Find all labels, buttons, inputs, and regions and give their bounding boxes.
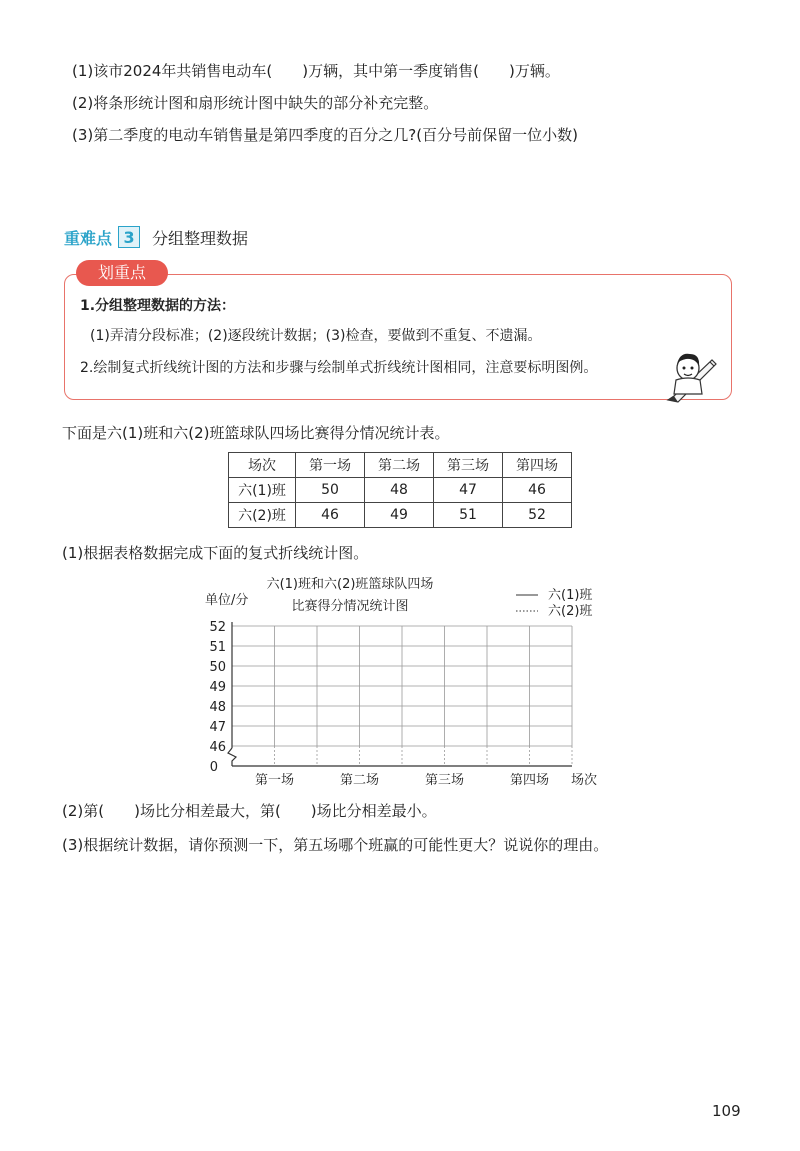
chart-title-line-1: 六(1)班和六(2)班篮球队四场 xyxy=(266,577,434,592)
table-cell: 49 xyxy=(365,503,434,528)
x-axis-label: 场次 xyxy=(570,773,598,788)
table-cell: 52 xyxy=(503,503,572,528)
table-header-cell: 第一场 xyxy=(296,453,365,478)
student-illustration-icon xyxy=(660,346,724,408)
line-chart xyxy=(200,574,610,794)
table-cell: 50 xyxy=(296,478,365,503)
table-header-cell: 场次 xyxy=(229,453,296,478)
page-number: 109 xyxy=(712,1102,741,1120)
chart-labels xyxy=(209,620,597,788)
x-tick-label: 第一场 xyxy=(254,773,295,788)
table-header-cell: 第四场 xyxy=(503,453,572,478)
table-header-cell: 第二场 xyxy=(365,453,434,478)
question-2: (2)将条形统计图和扇形统计图中缺失的部分补充完整。 xyxy=(72,94,439,112)
chart-grid xyxy=(232,626,572,766)
section-number: 3 xyxy=(118,226,140,248)
chart-axes xyxy=(228,622,572,766)
section-title: 分组整理数据 xyxy=(152,228,249,248)
keypoint-1-title: 1.分组整理数据的方法： xyxy=(80,298,236,314)
chart-question: (1)根据表格数据完成下面的复式折线统计图。 xyxy=(62,544,369,562)
table-cell: 48 xyxy=(365,478,434,503)
y-tick-label: 47 xyxy=(209,720,226,735)
legend-label: 六(1)班 xyxy=(548,588,593,603)
y-tick-label: 50 xyxy=(209,660,226,675)
x-tick-label: 第二场 xyxy=(339,773,380,788)
y-tick-label: 46 xyxy=(209,740,226,755)
section-label: 重难点 xyxy=(64,228,113,248)
table-row-label: 六(1)班 xyxy=(229,478,296,503)
table-row-label: 六(2)班 xyxy=(229,503,296,528)
table-cell: 46 xyxy=(296,503,365,528)
keypoints-tag: 划重点 xyxy=(76,260,168,286)
keypoint-1-detail: (1)弄清分段标准；(2)逐段统计数据；(3)检查，要做到不重复、不遗漏。 xyxy=(90,328,542,344)
y-tick-label-zero: 0 xyxy=(209,760,218,775)
question-1: (1)该市2024年共销售电动车( )万辆，其中第一季度销售( )万辆。 xyxy=(72,62,560,80)
table-cell: 47 xyxy=(434,478,503,503)
question-3: (3)第二季度的电动车销售量是第四季度的百分之几?(百分号前保留一位小数) xyxy=(72,126,578,144)
section-heading xyxy=(64,224,248,250)
table-header-row xyxy=(229,453,572,478)
axis-break-icon xyxy=(228,748,236,766)
legend-label: 六(2)班 xyxy=(548,604,593,619)
chart-title-line-2: 比赛得分情况统计图 xyxy=(291,599,409,614)
table-row xyxy=(229,503,572,528)
y-tick-label: 48 xyxy=(209,700,226,715)
question-diff: (2)第( )场比分相差最大，第( )场比分相差最小。 xyxy=(62,802,437,820)
table-cell: 46 xyxy=(503,478,572,503)
x-tick-label: 第三场 xyxy=(424,773,465,788)
chart-unit-label: 单位/分 xyxy=(205,593,249,608)
table-cell: 51 xyxy=(434,503,503,528)
x-tick-label: 第四场 xyxy=(509,773,550,788)
question-predict: (3)根据统计数据，请你预测一下，第五场哪个班赢的可能性更大？说说你的理由。 xyxy=(62,836,609,854)
score-table xyxy=(228,452,572,528)
y-tick-label: 51 xyxy=(209,640,226,655)
keypoint-2: 2.绘制复式折线统计图的方法和步骤与绘制单式折线统计图相同，注意要标明图例。 xyxy=(80,360,598,376)
table-header-cell: 第三场 xyxy=(434,453,503,478)
table-intro: 下面是六(1)班和六(2)班篮球队四场比赛得分情况统计表。 xyxy=(62,424,450,442)
table-row xyxy=(229,478,572,503)
y-tick-label: 49 xyxy=(209,680,226,695)
y-tick-label: 52 xyxy=(209,620,226,635)
